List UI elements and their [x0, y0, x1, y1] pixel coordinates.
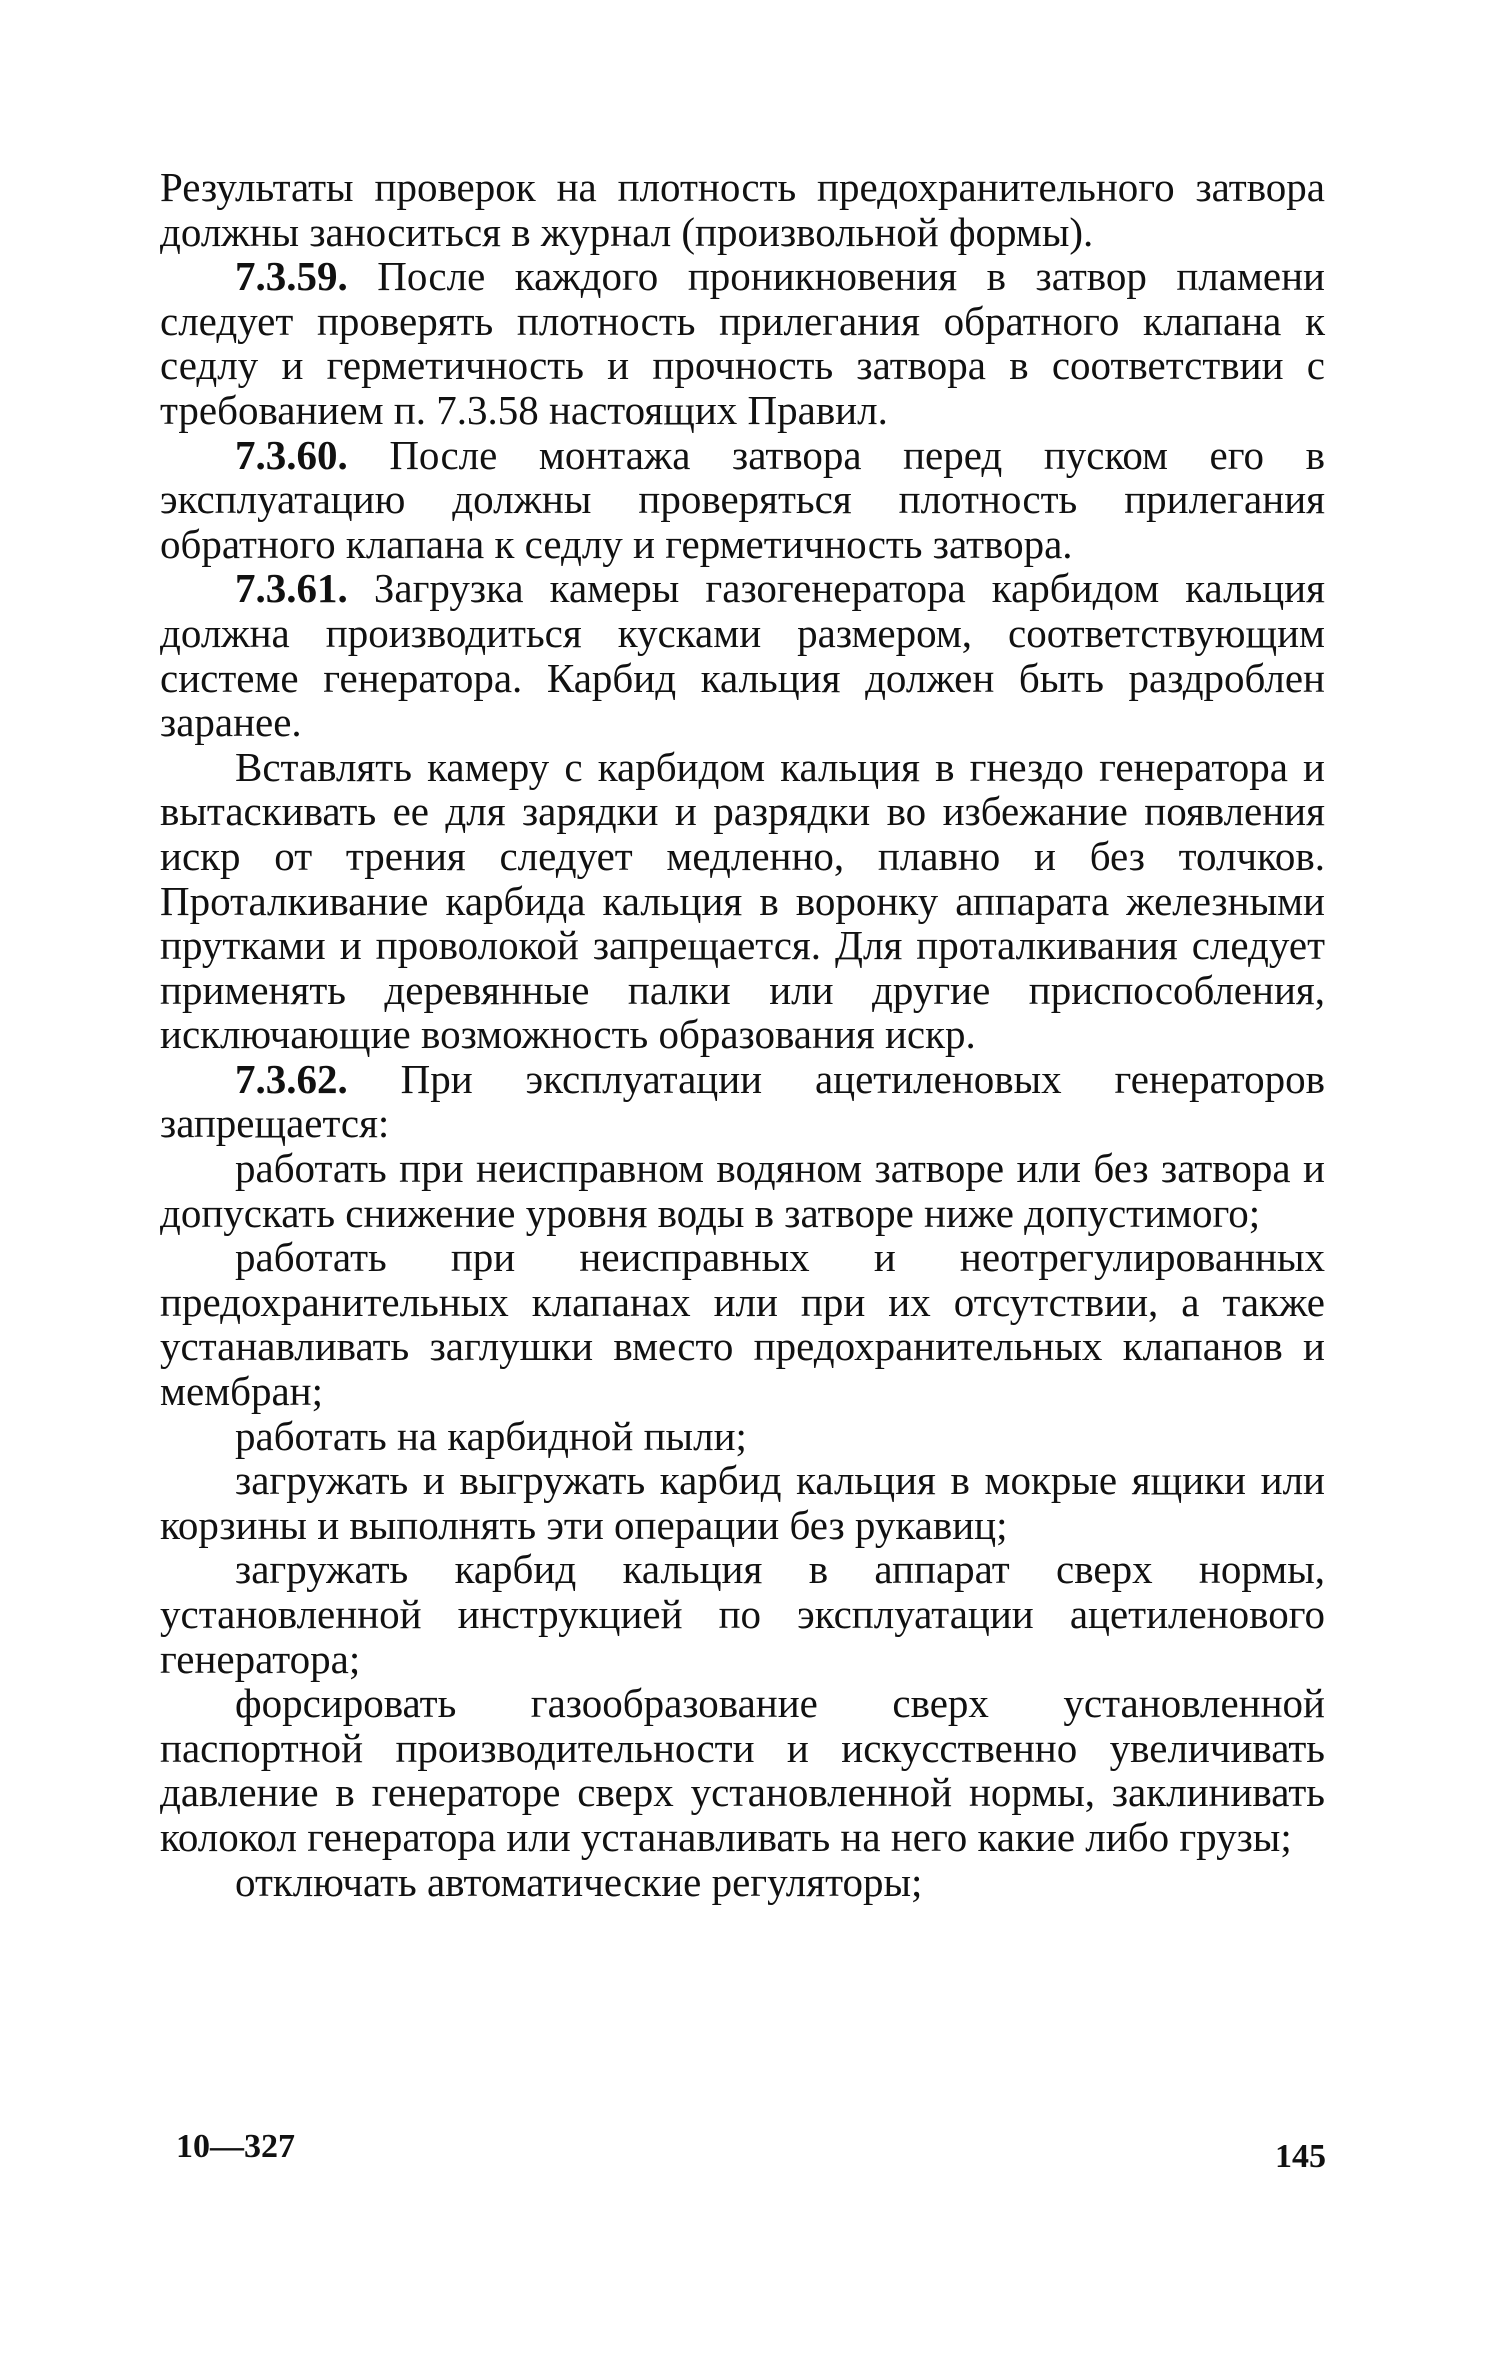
paragraph-7-3-61: [160, 566, 1325, 744]
clause-number: 7.3.60.: [235, 431, 348, 478]
prohibition-item: отключать автоматические регуляторы;: [235, 1858, 923, 1905]
paragraph-text: Загрузка камеры газогенератора карбидом кальция должна производиться кусками размером, соответствующим системе генератора. Карбид кальция должен быть раздроблен заранее.: [160, 565, 1325, 746]
paragraph-text: Вставлять камеру с карбидом кальция в гнездо генератора и вытаскивать ее для зарядки и разрядки во избежание появления искр от трения следует медленно, плавно и без толчков. Проталкивание карбида кальция в воронку аппарата железными прутками и проволокой запрещается. Для проталкивания следует применять деревянные палки или другие приспособления, исключающие возможность образования искр.: [160, 743, 1325, 1058]
paragraph-intro: [160, 165, 1325, 254]
prohibition-item: работать при неисправных и неотрегулированных предохранительных клапанах или при их отсутствии, а также устанавливать заглушки вместо предохранительных клапанов и мембран;: [160, 1234, 1325, 1415]
paragraph-text: После каждого проникновения в затвор пламени следует проверять плотность прилегания обратного клапана к седлу и герметичность и прочность затвора в соответствии с требованием п. 7.3.58 настоящих Правил.: [160, 253, 1325, 433]
prohibition-item: работать при неисправном водяном затворе или без затвора и допускать снижение уровня воды в затворе ниже допустимого;: [160, 1145, 1325, 1236]
paragraph-insert-chamber: [160, 745, 1325, 1057]
paragraph-text: При эксплуатации ацетиленовых генераторов запрещается:: [160, 1055, 1325, 1147]
prohibition-item: работать на карбидной пыли;: [235, 1412, 747, 1459]
paragraph-text: После монтажа затвора перед пуском его в эксплуатацию должны проверяться плотность прилегания обратного клапана к седлу и герметичность затвора.: [160, 431, 1325, 567]
prohibition-item: форсировать газообразование сверх установленной паспортной производительности и искусственно увеличивать давление в генераторе сверх установленной нормы, заклинивать колокол генератора или устанавливать на него какие либо грузы;: [160, 1680, 1325, 1860]
page-body: [160, 165, 1325, 1904]
clause-number: 7.3.61.: [235, 565, 348, 612]
prohibition-item: загружать карбид кальция в аппарат сверх нормы, установленной инструкцией по эксплуатации ацетиленового генератора;: [160, 1546, 1325, 1682]
prohibition-item: загружать и выгружать карбид кальция в мокрые ящики или корзины и выполнять эти операции без рукавиц;: [160, 1457, 1325, 1548]
clause-number: 7.3.59.: [235, 253, 348, 300]
paragraph-7-3-60: [160, 433, 1325, 567]
paragraph-text: Результаты проверок на плотность предохранительного затвора должны заноситься в журнал (произвольной формы).: [160, 164, 1325, 255]
paragraph-7-3-59: [160, 254, 1325, 432]
page-number: 145: [1275, 2138, 1326, 2175]
printer-signature: 10—327: [176, 2128, 295, 2165]
text-column: [160, 165, 1325, 1904]
clause-number: 7.3.62.: [235, 1055, 348, 1102]
paragraph-7-3-62: [160, 1057, 1325, 1146]
